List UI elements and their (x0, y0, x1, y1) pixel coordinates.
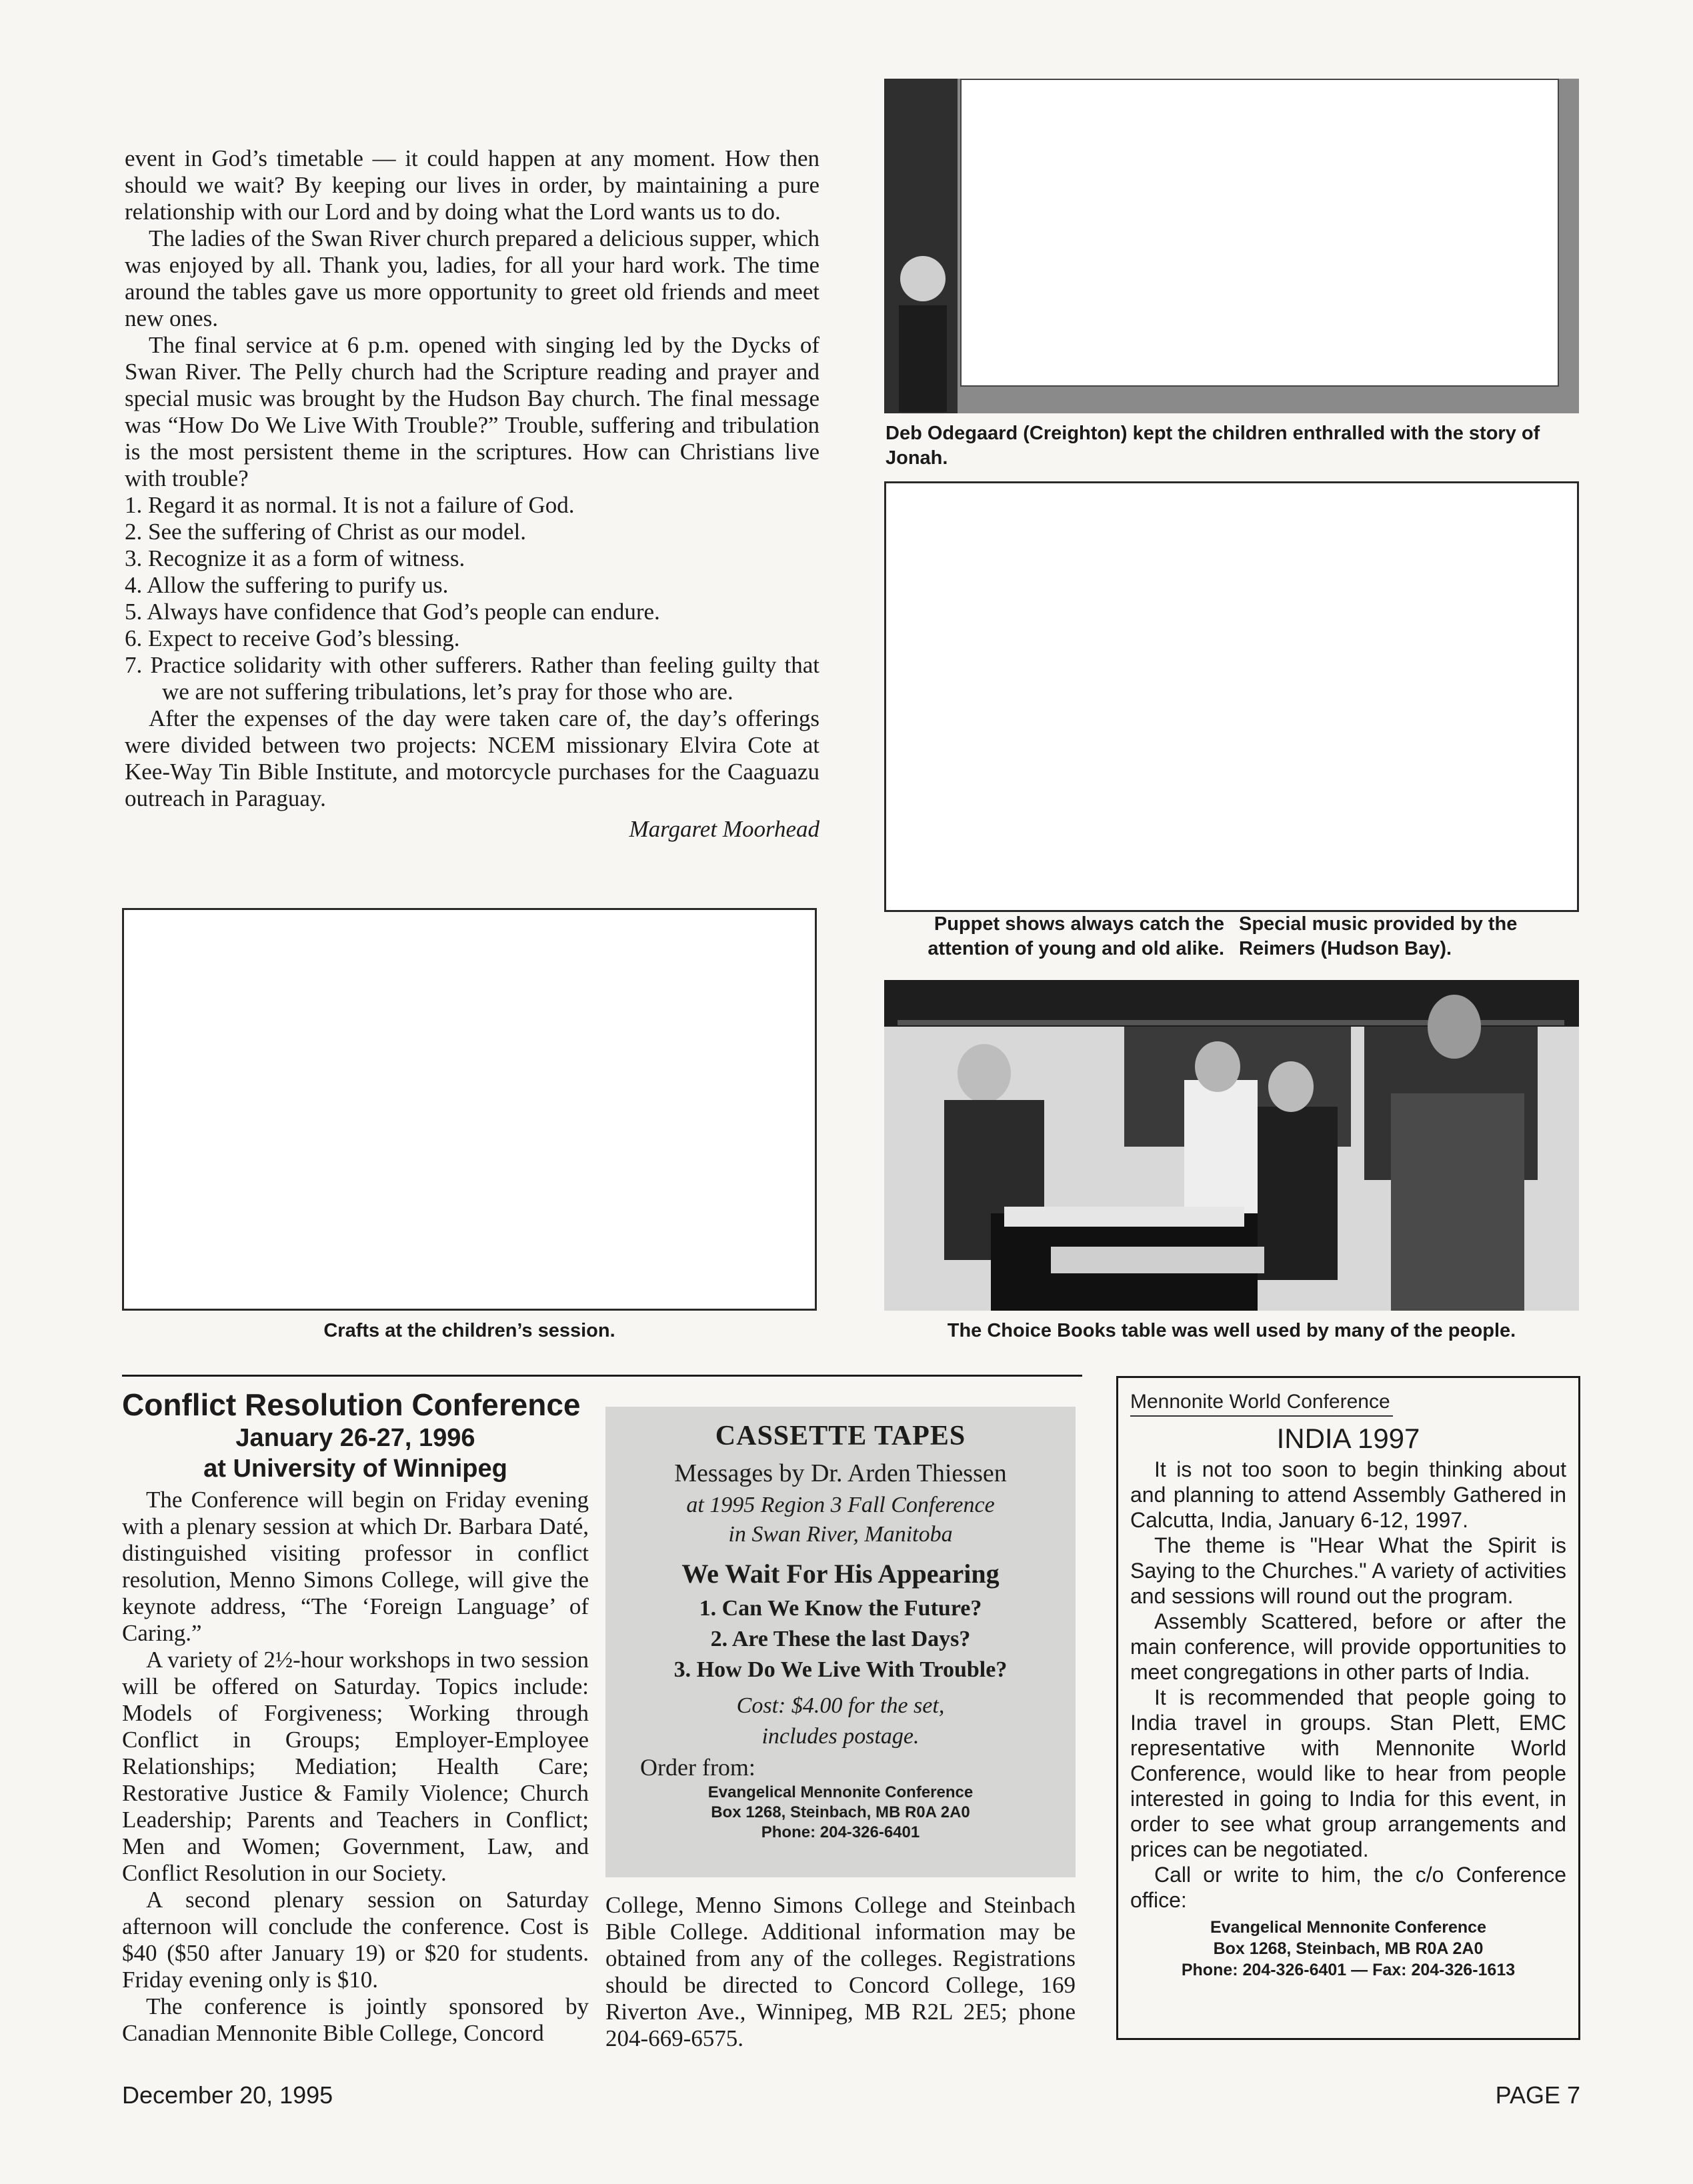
conference-venue: at University of Winnipeg (203, 1455, 507, 1483)
suffering-list (125, 492, 819, 705)
mwc-paragraph: It is recommended that people going to India travel in groups. Stan Plett, EMC representative with Mennonite World Conference, would like to hear from people interested in going to India for this event, in order to see what group arrangements and prices can be negotiated. (1130, 1685, 1566, 1861)
article-continued (125, 145, 819, 843)
conference-paragraph: The conference is jointly sponsored by Canadian Mennonite Bible College, Concord (122, 1993, 589, 2046)
cassette-ad (605, 1407, 1076, 1877)
music-caption: Special music provided by the Reimers (Hudson Bay). (1239, 913, 1518, 959)
puppet-music-photo (884, 481, 1579, 912)
cassette-series: We Wait For His Appearing (681, 1559, 1000, 1589)
article-paragraph: event in God’s timetable — it could happen at any moment. How then should we wait? By keeping our lives in order, by maintaining a pure relationship with our Lord and by doing what the Lord wants us to do. (125, 145, 819, 225)
cassette-subtitle: Messages by Dr. Arden Thiessen (674, 1459, 1007, 1487)
mwc-paragraph: Call or write to him, the c/o Conference office: (1130, 1863, 1566, 1912)
conference-paragraph: The Conference will begin on Friday evening with a plenary session at which Dr. Barbara Daté, distinguished visiting professor in conflict resolution, Menno Simons College, will give the keynote address, “The ‘Foreign Language’ of Caring.” (122, 1487, 589, 1646)
footer-date: December 20, 1995 (122, 2081, 333, 2109)
crafts-photo (122, 908, 817, 1311)
mwc-paragraph: Assembly Scattered, before or after the main conference, will provide opportunities to meet congregations in other parts of India. (1130, 1609, 1566, 1684)
cassette-event-line1: at 1995 Region 3 Fall Conference (686, 1493, 995, 1517)
conference-continuation (605, 1892, 1076, 2052)
jonah-photo-redacted (960, 79, 1559, 387)
footer-page-number: PAGE 7 (1495, 2081, 1580, 2109)
list-item: 7. Practice solidarity with other sufferers. Rather than feeling guilty that we are not suffering tribulations, let’s pray for those who are. (125, 652, 819, 705)
list-item: 6. Expect to receive God’s blessing. (125, 625, 460, 651)
choice-books-caption: The Choice Books table was well used by many of the people. (947, 1320, 1516, 1341)
cassette-event-line2: in Swan River, Manitoba (728, 1522, 953, 1547)
list-item: 3. Recognize it as a form of witness. (125, 545, 465, 571)
section-divider (122, 1375, 1082, 1377)
mwc-address-line: Phone: 204-326-6401 — Fax: 204-326-1613 (1181, 1961, 1516, 1979)
mwc-paragraph: The theme is "Hear What the Spirit is Saying to the Churches." A variety of activities and sessions will round out the program. (1130, 1533, 1566, 1608)
cassette-address-line: Evangelical Mennonite Conference (707, 1783, 974, 1801)
cassette-cost-line2: includes postage. (761, 1724, 920, 1749)
conference-date: January 26-27, 1996 (235, 1424, 475, 1452)
mwc-address (1130, 1917, 1566, 1981)
cassette-item: 3. How Do We Live With Trouble? (673, 1657, 1008, 1682)
puppet-caption: Puppet shows always catch the attention of young and old alike. (928, 913, 1224, 959)
article-paragraph: The ladies of the Swan River church prepared a delicious supper, which was enjoyed by all. Thank you, ladies, for all your hard work. The time around the tables gave us more opportunity to greet old friends and meet new ones. (125, 225, 819, 331)
conference-body (122, 1487, 589, 2047)
cassette-title: CASSETTE TAPES (715, 1421, 966, 1451)
byline: Margaret Moorhead (629, 816, 819, 842)
cassette-address-line: Phone: 204-326-6401 (761, 1823, 920, 1841)
crafts-caption: Crafts at the children’s session. (323, 1320, 615, 1341)
choice-books-photo (884, 980, 1579, 1311)
list-item: 5. Always have confidence that God’s people can endure. (125, 599, 660, 625)
mwc-paragraph: It is not too soon to begin thinking about and planning to attend Assembly Gathered in Calcutta, India, January 6-12, 1997. (1130, 1457, 1566, 1532)
cassette-order-label: Order from: (640, 1754, 755, 1781)
article-paragraph: The final service at 6 p.m. opened with singing led by the Dycks of Swan River. The Pelly church had the Scripture reading and prayer and special music was brought by the Hudson Bay church. The final message was “How Do We Live With Trouble?” Trouble, suffering and tribulation is the most persistent theme in the scriptures. How can Christians live with trouble? (125, 332, 819, 491)
choice-books-scene (884, 980, 1579, 1311)
list-item: 4. Allow the suffering to purify us. (125, 572, 449, 598)
cassette-address-line: Box 1268, Steinbach, MB R0A 2A0 (711, 1803, 970, 1821)
cassette-cost-line1: Cost: $4.00 for the set, (736, 1693, 945, 1718)
list-item: 1. Regard it as normal. It is not a failure of God. (125, 492, 575, 518)
mwc-title: INDIA 1997 (1276, 1423, 1420, 1454)
conference-paragraph: A variety of 2½-hour workshops in two session will be offered on Saturday. Topics include: Models of Forgiveness; Working through Conflict in Groups; Employer-Employee Relationships; Mediation; Health Care; Restorative Justice & Family Violence; Church Leadership; Parents and Teachers in Conflict; Men and Women; Government, Law, and Conflict Resolution in our Society. (122, 1647, 589, 1886)
conference-continuation-text: College, Menno Simons College and Steinbach Bible College. Additional information may be obtained from any of the colleges. Registrations should be directed to Concord College, 169 Riverton Ave., Winnipeg, MB R2L 2E5; phone 204-669-6575. (605, 1892, 1076, 2051)
mwc-label: Mennonite World Conference (1130, 1389, 1393, 1417)
cassette-item: 2. Are These the last Days? (710, 1627, 971, 1651)
jonah-caption: Deb Odegaard (Creighton) kept the children enthralled with the story of Jonah. (886, 423, 1540, 469)
cassette-item: 1. Can We Know the Future? (699, 1596, 982, 1621)
article-paragraph: After the expenses of the day were taken care of, the day’s offerings were divided between two projects: NCEM missionary Elvira Cote at Kee-Way Tin Bible Institute, and motorcycle purchases for the Caaguazu outreach in Paraguay. (125, 705, 819, 811)
mwc-address-line: Evangelical Mennonite Conference (1210, 1918, 1486, 1937)
mwc-body (1130, 1457, 1566, 1913)
list-item: 2. See the suffering of Christ as our model. (125, 519, 527, 545)
mwc-address-line: Box 1268, Steinbach, MB R0A 2A0 (1213, 1939, 1484, 1958)
conflict-article (122, 1387, 589, 2047)
jonah-photo (884, 79, 1579, 413)
conference-title: Conflict Resolution Conference (122, 1387, 581, 1422)
mwc-box (1116, 1376, 1580, 2040)
conference-paragraph: A second plenary session on Saturday afternoon will conclude the conference. Cost is $40 ($50 after January 19) or $20 for students. Friday evening only is $10. (122, 1887, 589, 1993)
